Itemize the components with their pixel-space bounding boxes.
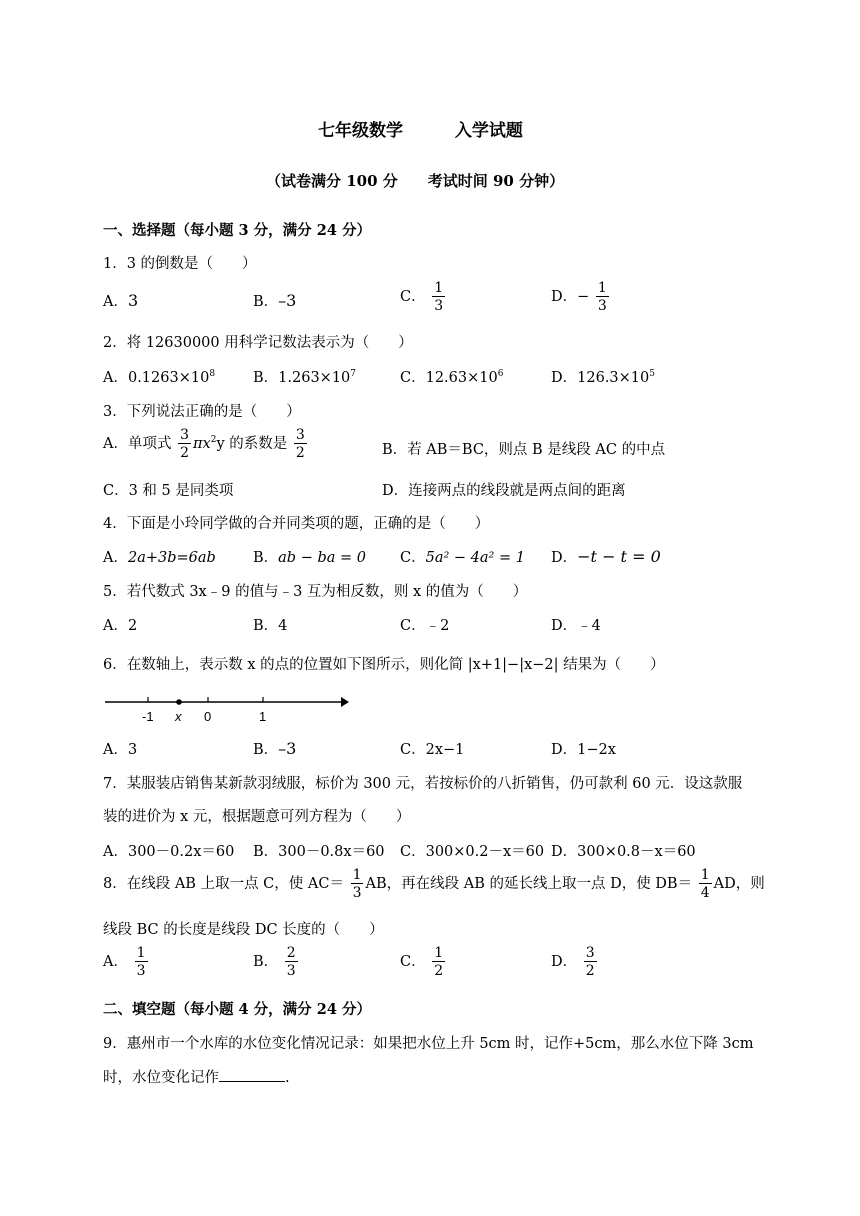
q1-option-d: D．− $\frac{1}{3}$: [551, 280, 607, 314]
axis-label: 0: [204, 709, 212, 724]
q3-option-c: C．3 和 5 是同类项: [103, 483, 234, 499]
arrow-right-icon: [341, 697, 349, 707]
q1-option-c: C． $\frac{1}{3}$: [400, 280, 444, 314]
question-2-stem: 2．将 12630000 用科学记数法表示为（ ）: [103, 335, 413, 351]
question-4-stem: 4．下面是小玲同学做的合并同类项的题，正确的是（ ）: [103, 516, 490, 532]
q3-option-a: A．单项式 $\frac{3}{2}$ $\pi x^2y$ 的系数是 $\frac{3}{2}$: [103, 427, 305, 461]
q1-option-b: B．–3: [253, 291, 297, 310]
section-heading-fill: 二、填空题（每小题 4 分，满分 24 分）: [103, 1001, 371, 1018]
number-line-figure: [103, 690, 353, 724]
q6-option-b: B．–3: [253, 739, 297, 758]
fraction: $\frac{1}{3}$: [352, 867, 362, 901]
page-title: [318, 116, 523, 141]
page-subtitle: （试卷满分 100 分 考试时间 90 分钟）: [266, 172, 565, 190]
question-7-line2: 装的进价为 x 元，根据题意可列方程为（ ）: [103, 809, 411, 825]
question-6-stem: 6．在数轴上，表示数 x 的点的位置如下图所示，则化简 |x+1|−|x−2| 结果为（ ）: [103, 657, 665, 673]
title-subject: 七年级数学: [318, 121, 403, 141]
fraction: $\frac{2}{3}$: [286, 945, 296, 979]
q2-option-d: D．$126.3\times 10^5$: [551, 369, 655, 386]
question-8-line2: 线段 BC 的长度是线段 DC 长度的（ ）: [103, 922, 384, 938]
q5-option-c: C．﹣2: [400, 618, 450, 634]
q2-option-c: C．$12.63\times 10^6$: [400, 369, 504, 386]
q7-option-d: D．300×0.8－x＝60: [551, 844, 696, 860]
point-x-marker: [176, 699, 182, 705]
question-3-stem: 3．下列说法正确的是（ ）: [103, 404, 301, 420]
q6-option-a: A．3: [103, 742, 138, 758]
question-8-line1: 8．在线段 AB 上取一点 C，使 AC＝ $\frac{1}{3}$ AB，再在线段 AB 的延长线上取一点 D，使 DB＝ $\frac{1}{4}$ AD，则: [103, 867, 765, 901]
section-heading-choice: 一、选择题（每小题 3 分，满分 24 分）: [103, 222, 371, 239]
fraction: $\frac{3}{2}$: [585, 945, 595, 979]
q6-option-c: C．2x−1: [400, 742, 465, 758]
q3-option-d: D．连接两点的线段就是两点间的距离: [382, 483, 626, 499]
q4-option-c: C．5a² − 4a² = 1: [400, 550, 525, 566]
q8-option-c: C． $\frac{1}{2}$: [400, 945, 444, 979]
fraction: $\frac{1}{2}$: [434, 945, 444, 979]
q3-option-b: B．若 AB＝BC，则点 B 是线段 AC 的中点: [382, 442, 666, 458]
q6-option-d: D．1−2x: [551, 742, 616, 758]
q7-option-b: B．300－0.8x＝60: [253, 844, 385, 860]
q7-option-c: C．300×0.2－x＝60: [400, 844, 545, 860]
question-7-line1: 7．某服装店销售某新款羽绒服，标价为 300 元，若按标价的八折销售，仍可款利 60 元．设这款服: [103, 776, 743, 792]
q8-option-d: D． $\frac{3}{2}$: [551, 945, 595, 979]
fraction: $\frac{1}{3}$: [434, 280, 444, 314]
q5-option-b: B．4: [253, 618, 288, 634]
question-9-line2: 时，水位变化记作 .: [103, 1070, 290, 1086]
fraction: $\frac{1}{3}$: [597, 280, 607, 314]
q8-option-b: B． $\frac{2}{3}$: [253, 945, 296, 979]
q5-option-a: A．2: [103, 618, 138, 634]
title-exam: 入学试题: [454, 121, 523, 141]
question-9-line1: 9．惠州市一个水库的水位变化情况记录：如果把水位上升 5cm 时，记作+5cm，那么水位下降 3cm: [103, 1036, 754, 1052]
q1-option-a: A．3: [103, 291, 139, 310]
question-1-stem: 1．3 的倒数是（ ）: [103, 256, 257, 272]
axis-label: 1: [259, 709, 267, 724]
question-5-stem: 5．若代数式 3x﹣9 的值与﹣3 互为相反数，则 x 的值为（ ）: [103, 584, 528, 600]
q5-option-d: D．﹣4: [551, 618, 601, 634]
q8-option-a: A． $\frac{1}{3}$: [103, 945, 146, 979]
axis-label: x: [175, 709, 182, 724]
q7-option-a: A．300－0.2x＝60: [103, 844, 235, 860]
axis-label: -1: [142, 709, 154, 724]
fraction: $\frac{3}{2}$: [295, 427, 305, 461]
q4-option-d: D．−t − t = 0: [551, 547, 661, 566]
q2-option-b: B．$1.263\times 10^7$: [253, 369, 357, 386]
fraction: $\frac{1}{3}$: [136, 945, 146, 979]
q4-option-a: A．2a+3b=6ab: [103, 550, 216, 566]
q2-option-a: A．$0.1263\times 10^8$: [103, 369, 216, 386]
answer-blank[interactable]: [219, 1069, 285, 1082]
q4-option-b: B．ab − ba = 0: [253, 550, 366, 566]
fraction: $\frac{3}{2}$: [180, 427, 190, 461]
fraction: $\frac{1}{4}$: [700, 867, 710, 901]
